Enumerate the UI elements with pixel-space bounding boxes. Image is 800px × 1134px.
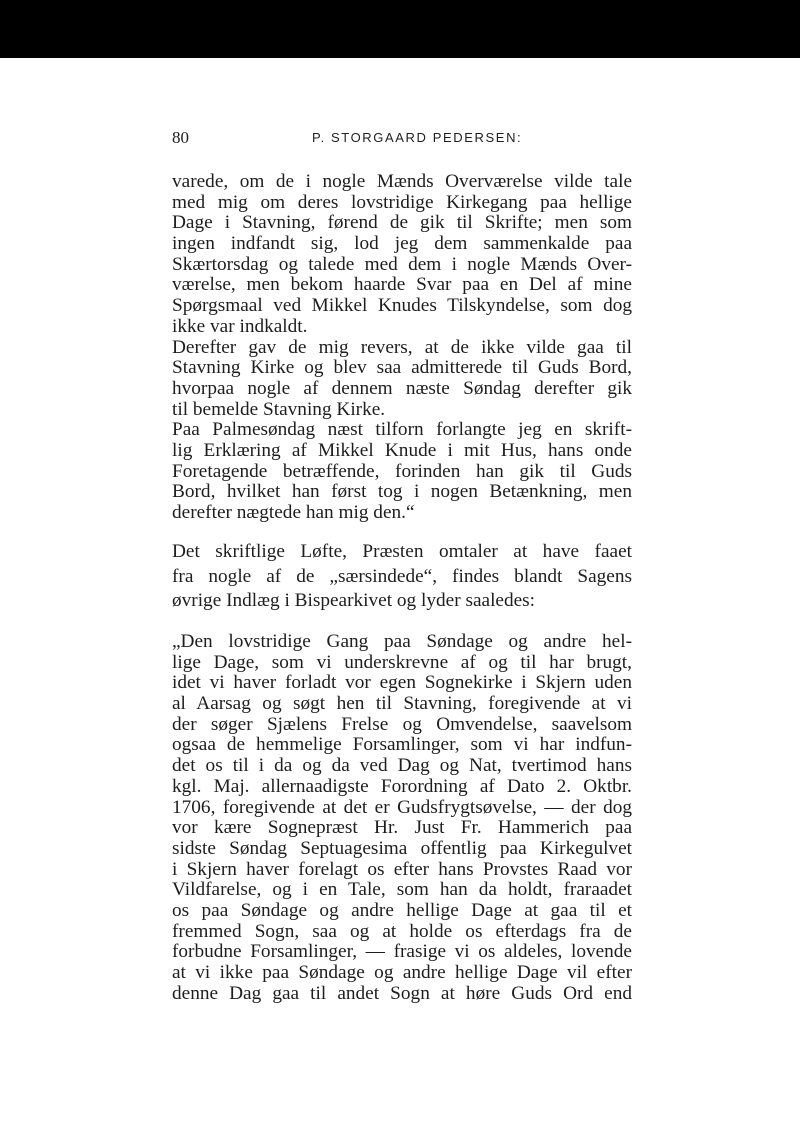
paragraph-quoted-letter: [172, 172, 632, 524]
text-line: Spørgsmaal ved Mikkel Knudes Tilskyndelse, som dog: [172, 295, 632, 317]
text-line: „Den lovstridige Gang paa Søndage og andre hel-: [172, 631, 632, 652]
text-line: der søger Sjælens Frelse og Omvendelse, saavelsom: [172, 713, 632, 735]
text-line: vor kære Sognepræst Hr. Just Fr. Hammerich paa: [172, 817, 632, 839]
text-line: ingen indfandt sig, lod jeg dem sammenkalde paa: [172, 233, 632, 255]
top-scan-border: [0, 0, 800, 58]
text-line: Foretagende betræffende, forinden han gik til Guds: [172, 460, 632, 482]
text-line: sidste Søndag Septuagesima offentlig paa Kirkegulvet: [172, 837, 632, 859]
text-line: at vi ikke paa Søndage og andre hellige Dage vil efter: [172, 962, 632, 983]
text-line: Vildfarelse, og i en Tale, som han da holdt, fraraadet: [172, 879, 632, 901]
running-title: P. STORGAARD PEDERSEN:: [312, 130, 523, 145]
text-line: Stavning Kirke og blev saa admitterede til Guds Bord,: [172, 357, 632, 379]
text-line: Det skriftlige Løfte, Præsten omtaler at have faaet: [172, 541, 632, 562]
text-line: ogsaa de hemmelige Forsamlinger, som vi har indfun-: [172, 734, 632, 756]
text-line: derefter nægtede han mig den.“: [172, 502, 415, 523]
text-line: 1706, foregivende at det er Gudsfrygtsøvelse, — der dog: [172, 796, 632, 818]
text-line: Skærtorsdag og talede med dem i nogle Mænds Over-: [172, 253, 632, 275]
text-line: forbudne Forsamlinger, — frasige vi os aldeles, lovende: [172, 941, 632, 963]
text-line: Derefter gav de mig revers, at de ikke vilde gaa til: [172, 336, 632, 358]
text-line: lig Erklæring af Mikkel Knude i mit Hus, hans onde: [172, 439, 632, 461]
text-line: det os til i da og da ved Dag og Nat, tvertimod hans: [172, 755, 632, 777]
text-line: til bemelde Stavning Kirke.: [172, 398, 386, 420]
text-line: ikke var indkaldt.: [172, 315, 308, 337]
text-line: denne Dag gaa til andet Sogn at høre Guds Ord end: [172, 982, 632, 1004]
text-line: varede, om de i nogle Mænds Overværelse vilde tale: [172, 171, 632, 192]
paragraph-written-promise: [172, 632, 632, 1004]
running-head: [172, 128, 632, 152]
text-line: os paa Søndage og andre hellige Dage at gaa til et: [172, 899, 632, 921]
text-line: al Aarsag og søgt hen til Stavning, foregivende at vi: [172, 693, 632, 715]
text-line: hvorpaa nogle af dennem næste Søndag derefter gik: [172, 377, 632, 399]
paragraph-narrative: [172, 540, 632, 614]
text-line: lige Dage, som vi underskrevne af og til har brugt,: [172, 651, 632, 673]
text-line: Dage i Stavning, førend de gik til Skrifte; men som: [172, 212, 632, 234]
text-line: i Skjern haver forelagt os efter hans Provstes Raad vor: [172, 858, 632, 880]
text-line: fremmed Sogn, saa og at holde os efterdags fra de: [172, 920, 632, 942]
text-line: idet vi haver forladt vor egen Sognekirke i Skjern uden: [172, 672, 632, 694]
page-number: 80: [172, 128, 189, 147]
text-line: værelse, men bekom haarde Svar paa en Del af mine: [172, 274, 632, 296]
text-line: med mig om deres lovstridige Kirkegang paa hellige: [172, 191, 632, 213]
text-line: øvrige Indlæg i Bispearkivet og lyder saaledes:: [172, 590, 536, 611]
text-line: Paa Palmesøndag næst tilforn forlangte jeg en skrift-: [172, 419, 632, 441]
text-line: Bord, hvilket han først tog i nogen Betænkning, men: [172, 481, 632, 503]
text-line: fra nogle af de „særsindede“, findes blandt Sagens: [172, 565, 632, 587]
text-line: kgl. Maj. allernaadigste Forordning af Dato 2. Oktbr.: [172, 775, 632, 797]
